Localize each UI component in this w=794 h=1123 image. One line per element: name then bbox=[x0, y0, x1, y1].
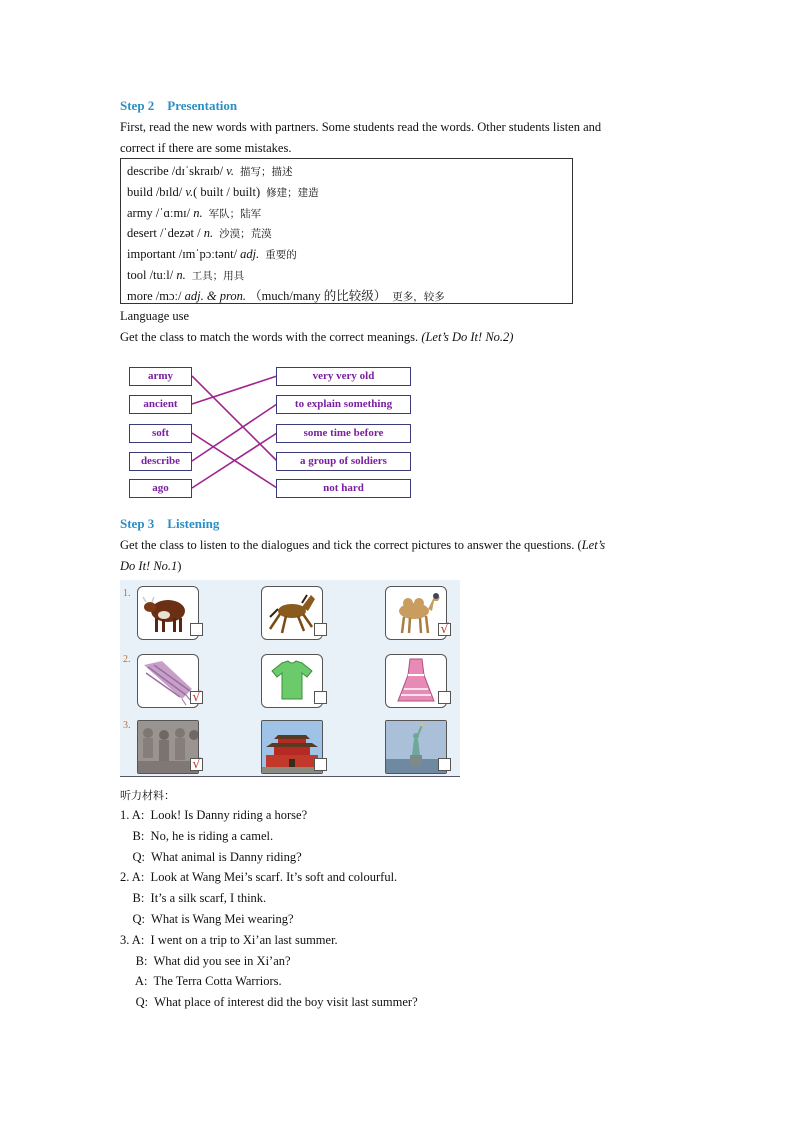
script-line: A: The Terra Cotta Warriors. bbox=[120, 974, 282, 989]
tick-box[interactable]: √ bbox=[190, 691, 203, 704]
vocab-row: describe /dɪˈskraɪb/ v. 描写；描述 bbox=[127, 164, 293, 178]
match-right-soldiers: a group of soldiers bbox=[276, 452, 411, 471]
vocab-row: desert /ˈdezət / n. 沙漠；荒漠 bbox=[127, 226, 272, 241]
tick-box[interactable] bbox=[314, 623, 327, 636]
tick-box[interactable] bbox=[438, 691, 451, 704]
match-right-not-hard: not hard bbox=[276, 479, 411, 498]
tick-box[interactable] bbox=[190, 623, 203, 636]
script-line: Q: What place of interest did the boy visit last summer? bbox=[120, 995, 418, 1010]
vocab-row: tool /tuːl/ n. 工具；用具 bbox=[127, 267, 245, 282]
script-line: B: What did you see in Xi’an? bbox=[120, 953, 291, 968]
match-right-explain: to explain something bbox=[276, 395, 411, 414]
script-line: B: No, he is riding a camel. bbox=[120, 828, 274, 843]
row-number: 1. bbox=[123, 588, 131, 599]
match-right-time-before: some time before bbox=[276, 424, 411, 443]
step2-intro-line2: correct if there are some mistakes. bbox=[120, 141, 292, 155]
row-number: 2. bbox=[123, 654, 131, 665]
match-left-describe: describe bbox=[129, 452, 192, 471]
match-left-army: army bbox=[129, 367, 192, 386]
tick-box[interactable] bbox=[438, 758, 451, 771]
match-left-soft: soft bbox=[129, 424, 192, 443]
match-line-army bbox=[192, 376, 277, 461]
step3-instruction-line1: Get the class to listen to the dialogues and tick the correct pictures to answer the questions. (Let’s bbox=[120, 538, 606, 552]
step2-heading: Step 2 Presentation bbox=[120, 98, 238, 113]
script-line: 1. A: Look! Is Danny riding a horse? bbox=[120, 808, 308, 822]
tick-box[interactable]: √ bbox=[190, 758, 203, 771]
script-line: 3. A: I went on a trip to Xi’an last summer. bbox=[120, 932, 338, 947]
match-left-ancient: ancient bbox=[129, 395, 192, 414]
step2-intro-line1: First, read the new words with partners. Some students read the words. Other students listen and bbox=[120, 120, 602, 134]
row-number: 3. bbox=[123, 720, 131, 731]
picture-grid bbox=[120, 580, 460, 777]
language-use-instruction: Get the class to match the words with the correct meanings. (Let’s Do It! No.2) bbox=[120, 330, 514, 344]
match-line-ancient bbox=[192, 376, 277, 404]
vocab-row: more /mɔː/ adj. & pron. （much/many 的比较级） 更多，较多 bbox=[127, 288, 445, 303]
listening-script bbox=[120, 805, 418, 1013]
tick-box[interactable]: √ bbox=[438, 623, 451, 636]
language-use-title: Language use bbox=[120, 309, 190, 323]
script-label: 听力材料： bbox=[120, 789, 175, 802]
vocab-row: army /ˈɑːmɪ/ n. 军队；陆军 bbox=[127, 205, 262, 220]
match-line-describe bbox=[192, 404, 277, 461]
tick-box[interactable] bbox=[314, 758, 327, 771]
step3-heading: Step 3 Listening bbox=[120, 516, 220, 531]
tick-box[interactable] bbox=[314, 691, 327, 704]
step3-instruction-line2: Do It! No.1) bbox=[120, 559, 182, 573]
script-line: B: It’s a silk scarf, I think. bbox=[120, 891, 267, 906]
vocab-row: build /bɪld/ v.( built / built) 修建；建造 bbox=[127, 184, 319, 199]
match-left-ago: ago bbox=[129, 479, 192, 498]
script-line: Q: What is Wang Mei wearing? bbox=[120, 911, 294, 926]
match-right-very-very-old: very very old bbox=[276, 367, 411, 386]
script-line: 2. A: Look at Wang Mei’s scarf. It’s soft and colourful. bbox=[120, 870, 398, 885]
vocab-row: important /ɪmˈpɔːtənt/ adj. 重要的 bbox=[127, 247, 297, 262]
script-line: Q: What animal is Danny riding? bbox=[120, 849, 302, 864]
